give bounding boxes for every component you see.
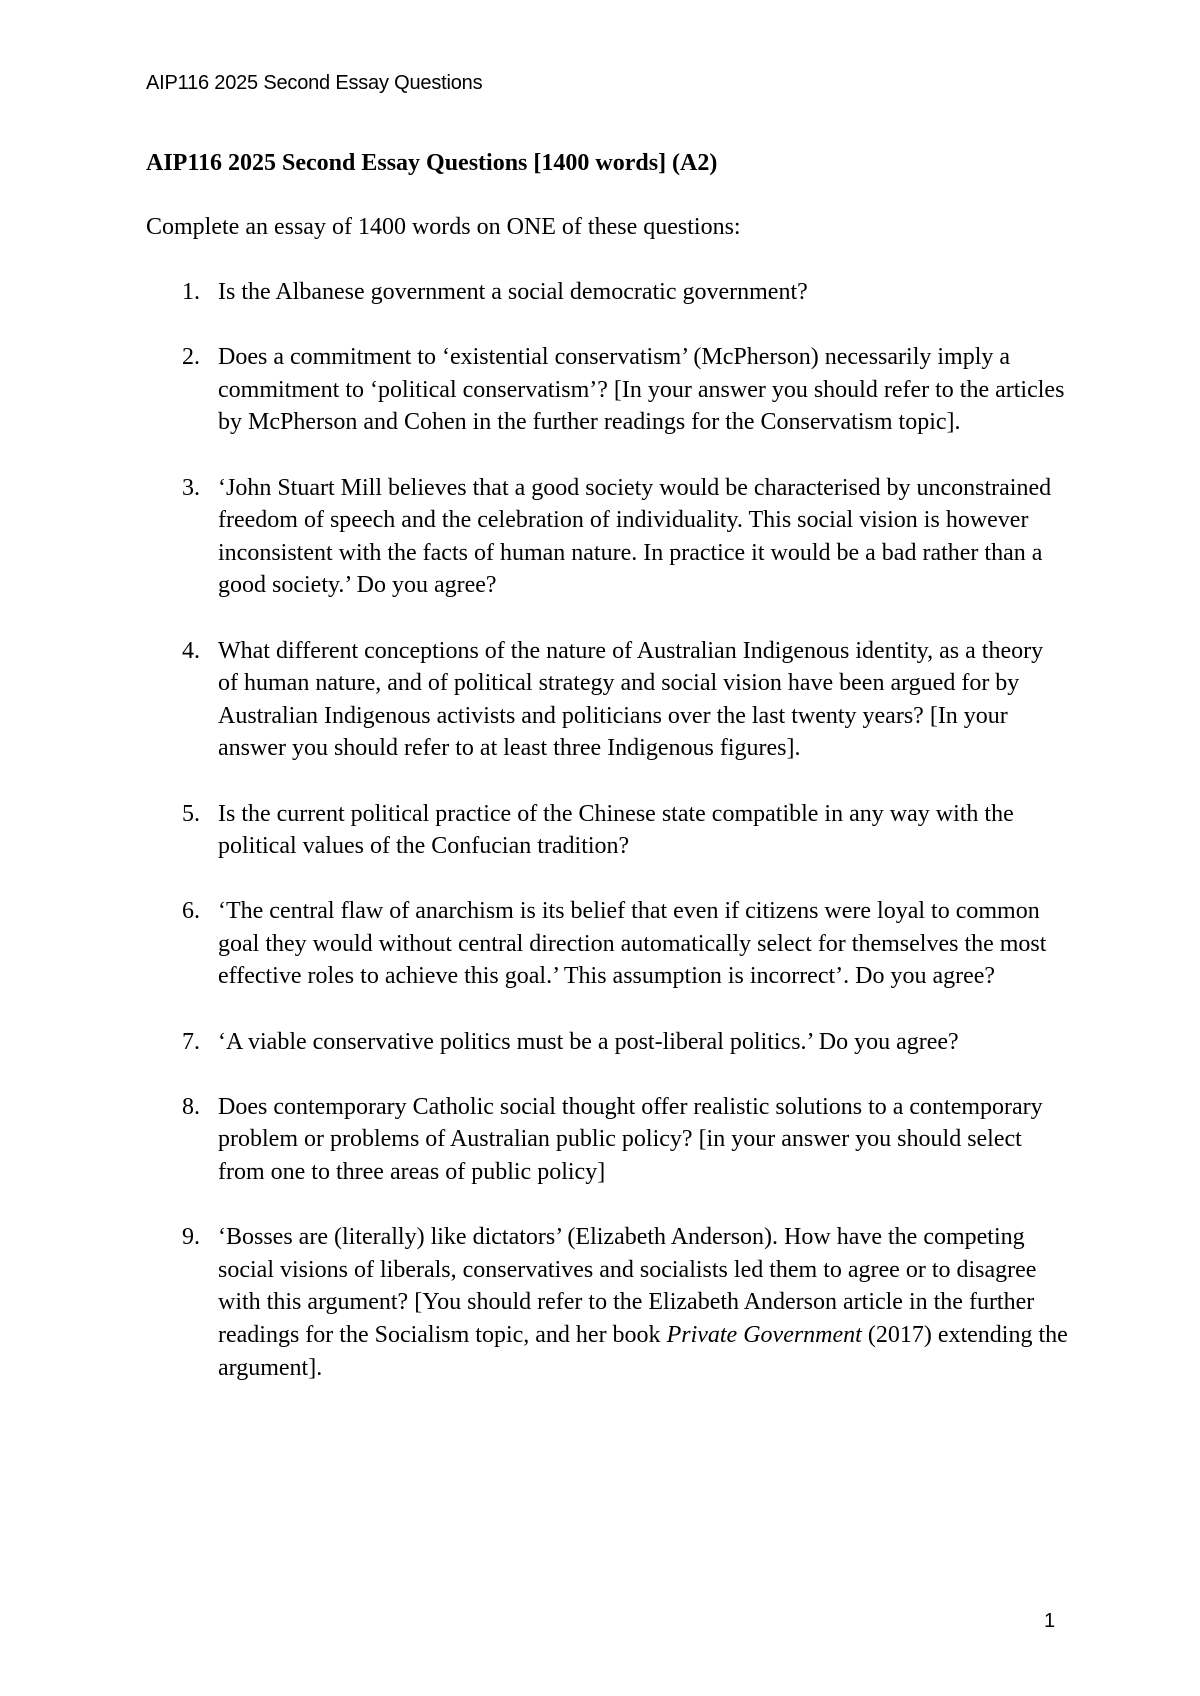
question-text: ‘A viable conservative politics must be a post-liberal politics.’ Do you agree? — [218, 1028, 959, 1055]
question-item-2 — [0, 341, 1068, 439]
question-list — [0, 276, 1200, 1417]
question-item-3 — [0, 472, 1068, 602]
question-text-part: (2017) extending the argument]. — [218, 1322, 1068, 1381]
question-text: Is the current political practice of the Chinese state compatible in any way with the political values of the Confucian tradition? — [218, 800, 1014, 860]
question-item-8 — [0, 1091, 1068, 1189]
question-number: 3. — [182, 474, 200, 501]
page-number: 1 — [1044, 1610, 1056, 1632]
question-text-part: ‘Bosses are (literally) like dictators’ (Elizabeth Anderson). How have the competing social visions of liberals, conservatives and socialists led them to agree or to disagree with this argument? [You should refer to the Elizabeth Anderson article in the further readings for the Socialism topic, and her book — [218, 1224, 1037, 1348]
question-item-6 — [0, 895, 1068, 993]
question-text: Does contemporary Catholic social thought offer realistic solutions to a contemporary problem or problems of Australian public policy? [in your answer you should select from one to three areas of public policy] — [218, 1093, 1043, 1186]
question-text: ‘The central flaw of anarchism is its belief that even if citizens were loyal to common goal they would without central direction automatically select for themselves the most effective roles to achieve this goal.’ This assumption is incorrect’. Do you agree? — [218, 898, 1047, 990]
instruction-text: Complete an essay of 1400 words on ONE of these questions: — [146, 214, 741, 240]
question-number: 6. — [182, 898, 200, 925]
running-header: AIP116 2025 Second Essay Questions — [146, 72, 483, 94]
question-text: Is the Albanese government a social democratic government? — [218, 279, 808, 305]
question-item-4 — [0, 635, 1068, 765]
document-title: AIP116 2025 Second Essay Questions [1400 words] (A2) — [146, 150, 718, 176]
book-title: Private Government — [666, 1322, 862, 1348]
question-text: What different conceptions of the nature of Australian Indigenous identity, as a theory of human nature, and of political strategy and social vision have been argued for by Australian Indigenous activists and politicians over the last twenty years? [In your answer you should refer to at least three Indigenous figures]. — [218, 637, 1044, 762]
question-text — [218, 1221, 1068, 1384]
question-number: 8. — [182, 1093, 200, 1120]
question-number: 1. — [182, 279, 200, 305]
question-number: 7. — [182, 1028, 200, 1055]
question-number: 4. — [182, 637, 200, 664]
question-text: ‘John Stuart Mill believes that a good society would be characterised by unconstrained freedom of speech and the celebration of individuality. This social vision is however inconsistent with the facts of human nature. In practice it would be a bad rather than a good society.’ Do you agree? — [218, 474, 1052, 599]
question-number: 2. — [182, 344, 200, 371]
question-item-7 — [0, 1026, 1068, 1059]
question-item-9 — [0, 1221, 1068, 1384]
question-number: 5. — [182, 800, 200, 827]
question-item-5 — [0, 798, 1068, 863]
question-number: 9. — [182, 1224, 200, 1251]
question-item-1 — [0, 276, 1068, 309]
question-text: Does a commitment to ‘existential conservatism’ (McPherson) necessarily imply a commitment to ‘political conservatism’? [In your answer you should refer to the articles by McPherson and Cohen in the further readings for the Conservatism topic]. — [218, 344, 1065, 436]
